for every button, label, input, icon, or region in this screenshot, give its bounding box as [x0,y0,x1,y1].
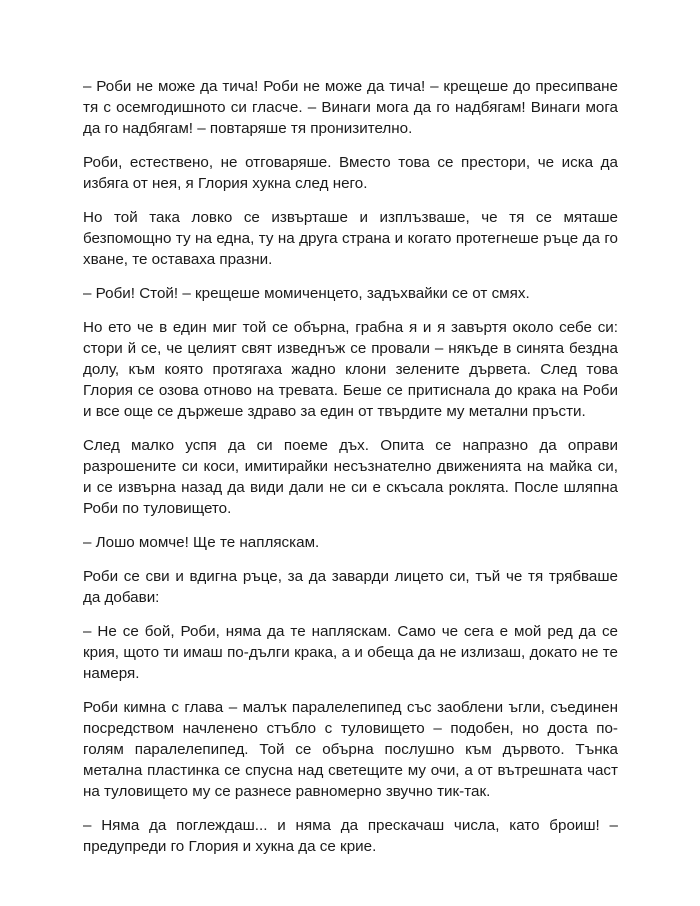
paragraph: Но ето че в един миг той се обърна, грабна я и я завъртя около себе си: стори й се, че целият свят изведнъж се провали – някъде в синята бездна долу, към която протягаха жадно клони зелените дървета. След това Глория се озова отново на тревата. Беше се притиснала до крака на Роби и все още се държеше здраво за един от твърдите му метални пръсти. [83,319,618,420]
paragraph: – Не се бой, Роби, няма да те напляскам. Само че сега е мой ред да се крия, щото ти имаш по-дълги крака, а и обеща да не излизаш, докато не те намеря. [83,623,618,682]
paragraph: – Роби не може да тича! Роби не може да тича! – крещеше до пресипване тя с осемгодишното си гласче. – Винаги мога да го надбягам! Винаги мога да го надбягам! – повтаряше тя пронизително. [83,78,618,137]
paragraph: Роби кимна с глава – малък паралелепипед със заоблени ъгли, съединен посредством начленено стъбло с туловището – подобен, но доста по-голям паралелепипед. Той се обърна послушно към дървото. Тънка метална пластинка се спусна над светещите му очи, а от вътрешната част на туловището му се разнесе равномерно звучно тик-так. [83,699,618,800]
paragraph: След малко успя да си поеме дъх. Опита се напразно да оправи разрошените си коси, имитирайки несъзнателно движенията на майка си, и се извърна назад да види дали не си е скъсала роклята. После шляпна Роби по туловището. [83,437,618,517]
paragraph: – Лошо момче! Ще те напляскам. [83,534,320,551]
paragraph: Роби се сви и вдигна ръце, за да заварди лицето си, тъй че тя трябваше да добави: [83,568,618,606]
text-column [83,76,618,870]
paragraph: – Роби! Стой! – крещеше момиченцето, задъхвайки се от смях. [83,285,530,302]
paragraph: Роби, естествено, не отговаряше. Вместо това се престори, че иска да избяга от нея, я Глория хукна след него. [83,154,618,192]
paragraph: – Няма да поглеждаш... и няма да прескачаш числа, като броиш! – предупреди го Глория и хукна да се крие. [83,817,618,855]
paragraph: Но той така ловко се извърташе и изплъзваше, че тя се мяташе безпомощно ту на една, ту на друга страна и когато протегнеше ръце да го хване, те оставаха празни. [83,209,618,268]
